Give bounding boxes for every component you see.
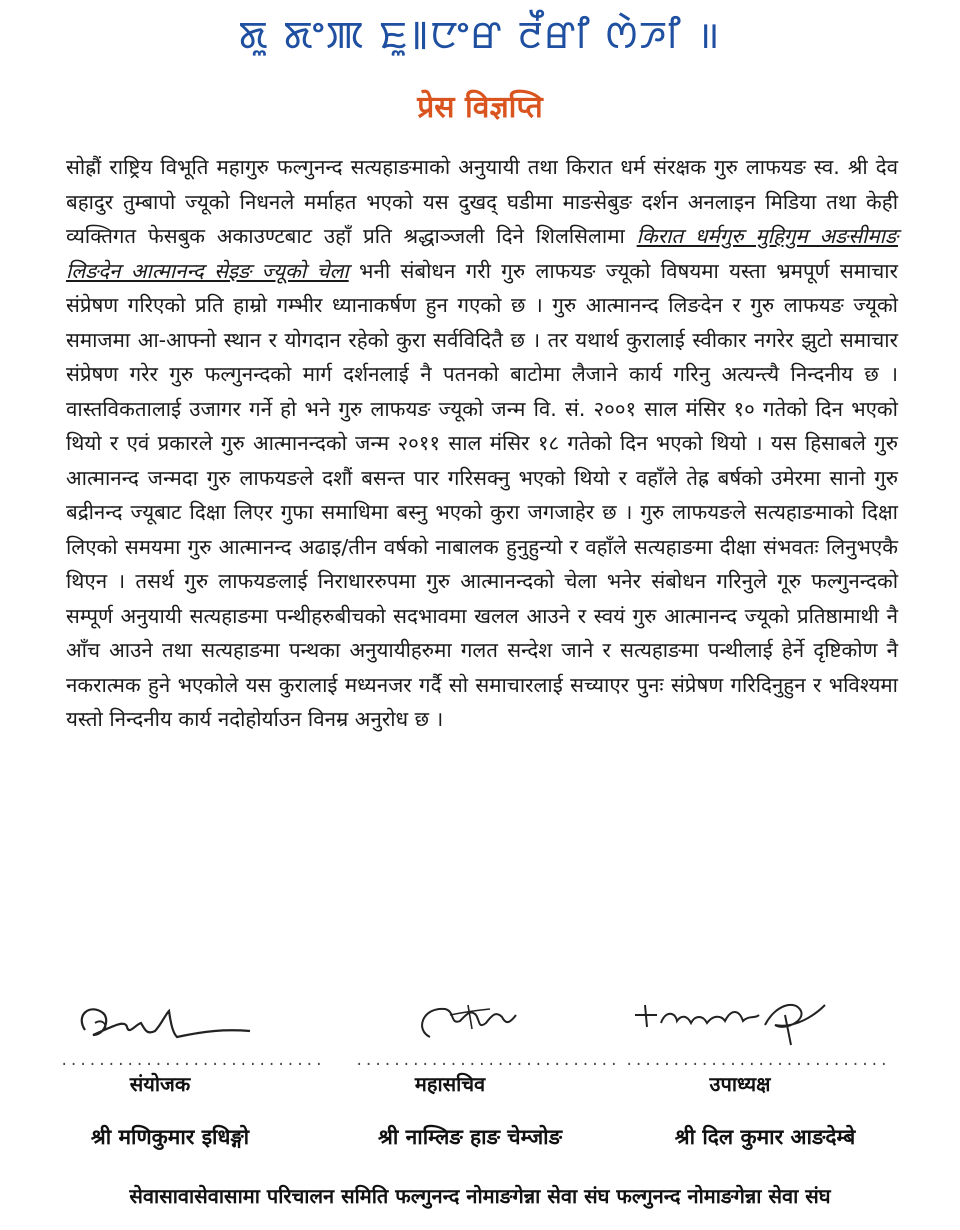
signature-block-3	[625, 985, 890, 1069]
signature-line-1: ............................	[60, 1053, 325, 1069]
press-release-body	[66, 150, 898, 737]
page-title: प्रेस विज्ञप्ति	[417, 90, 543, 125]
signature-line-2: ............................	[355, 1053, 620, 1069]
signature-block-2	[355, 985, 620, 1069]
signature-line-3: ............................	[625, 1053, 890, 1069]
body-text-part1: सोह्रौं राष्ट्रिय विभूति महागुरु फल्गुनन्द सत्यहाङमाको अनुयायी तथा किरात धर्म संरक्षक गुरु लाफयङ स्व. श्री देव बहादुर तुम्बापो ज्यूको निधनले मर्माहत भएको यस दुखद् घडीमा माङसेबुङ दर्शन अनलाइन मिडिया तथा केही व्यक्तिगत फेसबुक अकाउण्टबाट उहाँ प्रति श्रद्धाञ्जली दिने शिलसिलामा	[66, 155, 898, 248]
signature-block-1	[60, 985, 325, 1069]
footer-organization: सेवासावासेवासामा परिचालन समिति फल्गुनन्द नोमाङगेन्ना सेवा संघ फल्गुनन्द नोमाङगेन्ना सेवा संघ	[129, 1184, 831, 1208]
body-underlined-quote: किरात धर्मगुरु मुहिगुम अङसीमाङ लिङदेन आत्मानन्द सेइङ ज्यूको चेला	[66, 224, 898, 283]
body-text-part2: भनी संबोधन गरी गुरु लाफयङ ज्यूको विषयमा यस्ता भ्रमपूर्ण समाचार संप्रेषण गरिएको प्रति हाम्रो गम्भीर ध्यानाकर्षण हुन गएको छ । गुरु आत्मानन्द लिङदेन र गुरु लाफयङ ज्यूको समाजमा आ-आफ्नो स्थान र योगदान रहेको कुरा सर्वविदितै छ । तर यथार्थ कुरालाई स्वीकार नगरेर झुटो समाचार संप्रेषण गरेर गुरु फल्गुनन्दको मार्ग दर्शनलाई नै पतनको बाटोमा लैजाने कार्य गरिनु अत्यन्त्यै निन्दनीय छ । वास्तविकतालाई उजागर गर्ने हो भने गुरु लाफयङ ज्यूको जन्म वि. सं. २००१ साल मंसिर १० गतेको दिन भएको थियो र एवं प्रकारले गुरु आत्मानन्दको जन्म २०११ साल मंसिर १८ गतेको दिन भएको थियो । यस हिसाबले गुरु आत्मानन्द जन्मदा गुरु लाफयङले दशौं बसन्त पार गरिसक्नु भएको थियो र वहाँले तेह्र बर्षको उमेरमा सानो गुरु बद्रीनन्द ज्यूबाट दिक्षा लिएर गुफा समाधिमा बस्नु भएको कुरा जगजाहेर छ । गुरु लाफयङले सत्यहाङमाको दिक्षा लिएको समयमा गुरु आत्मानन्द अढाइ/तीन वर्षको नाबालक हुनुहुन्यो र वहाँले सत्यहाङमा दीक्षा संभवतः लिनुभएकै थिएन । तसर्थ गुरु लाफयङलाई निराधाररुपमा गुरु आत्मानन्दको चेला भनेर संबोधन गरिनुले गूरु फल्गुनन्दको सम्पूर्ण अनुयायी सत्यहाङमा पन्थीहरुबीचको सदभावमा खलल आउने र स्वयं गुरु आत्मानन्द ज्यूको प्रतिष्ठामाथी नै आँच आउने तथा सत्यहाङमा पन्थका अनुयायीहरुमा गलत सन्देश जाने र सत्यहाङमा पन्थीलाई हेर्ने दृष्टिकोण नै नकरात्मक हुने भएकोले यस कुरालाई मध्यनजर गर्दै सो समाचारलाई सच्याएर पुनः संप्रेषण गरिदिनुहुन र भविश्यमा यस्तो निन्दनीय कार्य नदोहोर्याउन विनम्र अनुरोध छ ।	[66, 258, 898, 731]
name-convener: श्री मणिकुमार इधिङ्गो	[90, 1125, 250, 1149]
handwritten-signature-1	[65, 985, 255, 1055]
name-general-secretary: श्री नाम्लिङ हाङ चेम्जोङ	[378, 1125, 562, 1149]
name-vice-president: श्री दिल कुमार आङदेम्बे	[674, 1125, 856, 1149]
handwritten-signature-3	[625, 985, 835, 1055]
handwritten-signature-2	[360, 985, 550, 1055]
role-vice-president: उपाध्यक्ष	[709, 1072, 771, 1096]
role-convener: संयोजक	[129, 1072, 191, 1096]
role-general-secretary: महासचिव	[414, 1072, 486, 1096]
header-script-line: ꯗꯨ ꯗꯦꯄ ꯐꯨ꯫ꯅꯦꯔ ꯂꯩꯔꯤ ꯁꯥꯍꯤ ॥	[238, 13, 722, 57]
